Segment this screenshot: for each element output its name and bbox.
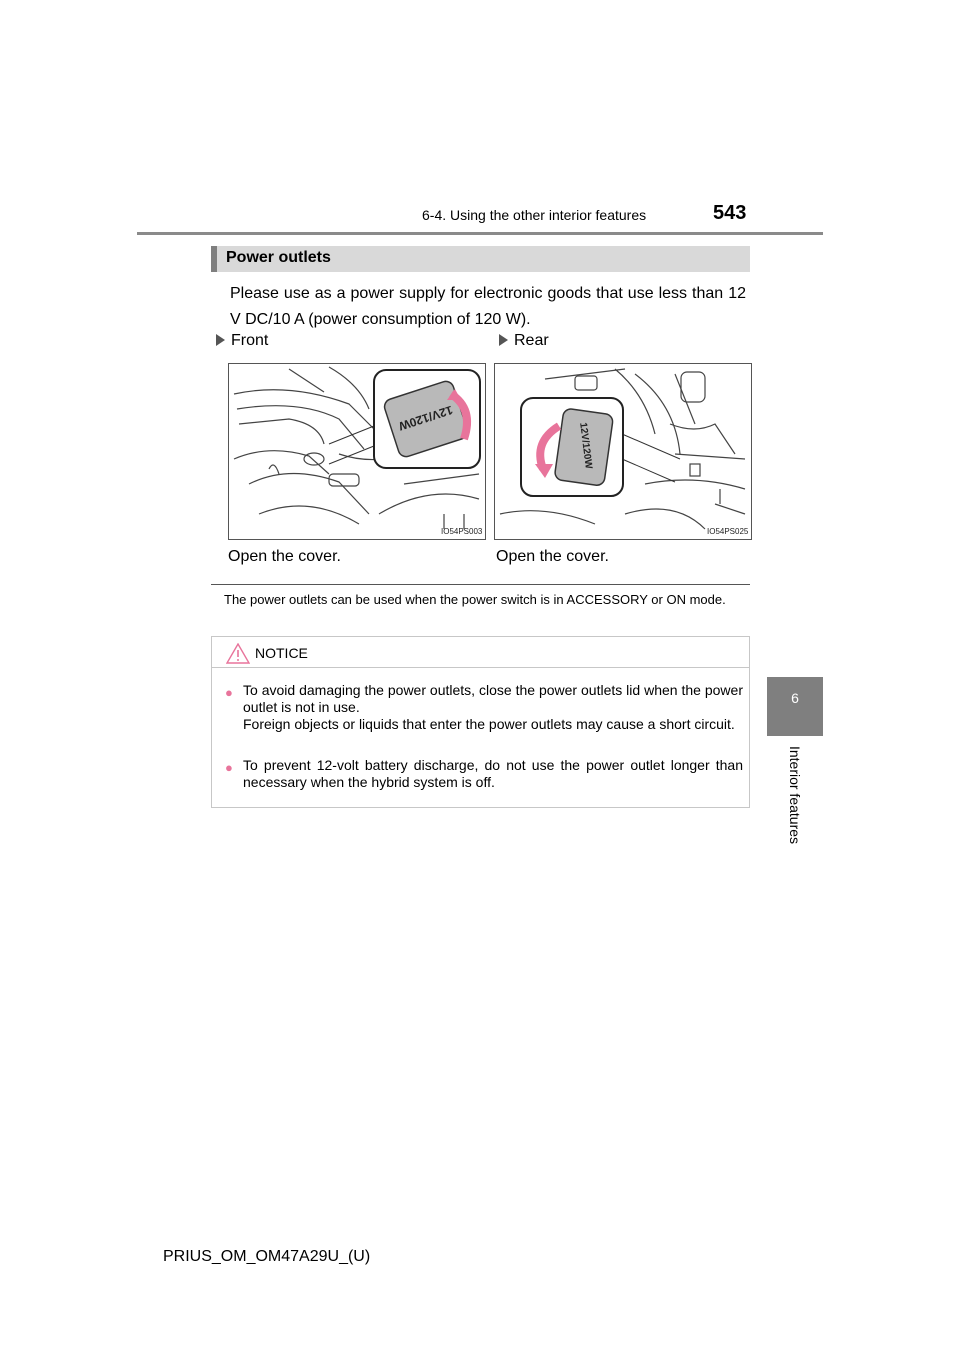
- figure-code: IO54PS025: [707, 527, 749, 536]
- notice-item: [225, 682, 743, 733]
- triangle-bullet-icon: [499, 334, 508, 346]
- page-number: 543: [713, 202, 747, 224]
- header-rule: [137, 232, 823, 235]
- triangle-bullet-icon: [216, 334, 225, 346]
- section-title: Power outlets: [226, 249, 331, 266]
- bullet-dot-icon: ●: [225, 760, 233, 775]
- chapter-title: Interior features: [787, 745, 803, 845]
- rear-label: [499, 332, 549, 350]
- cover-marking: 12V/120W: [577, 421, 594, 470]
- header-section-title: 6-4. Using the other interior features: [422, 207, 647, 223]
- front-console-drawing: [229, 364, 485, 539]
- chapter-tab: [767, 677, 823, 736]
- notice-item-text: To avoid damaging the power outlets, close the power outlets lid when the power outlet is not in use. Foreign objects or liquids that enter the power outlets may cause a short circuit.: [243, 682, 743, 732]
- notice-header: [212, 637, 749, 668]
- front-label-text: Front: [231, 332, 269, 349]
- front-caption: Open the cover.: [228, 548, 341, 565]
- bullet-dot-icon: ●: [225, 685, 233, 700]
- usage-note: The power outlets can be used when the power switch is in ACCESSORY or ON mode.: [224, 592, 726, 607]
- notice-title: NOTICE: [255, 645, 308, 661]
- notice-item: [225, 757, 743, 791]
- figure-code: IO54PS003: [441, 527, 483, 536]
- front-outlet-illustration: [228, 363, 486, 540]
- cover-marking: 12V/120W: [396, 402, 455, 434]
- section-divider: [211, 584, 750, 585]
- document-code: PRIUS_OM_OM47A29U_(U): [163, 1248, 371, 1265]
- rear-outlet-illustration: [494, 363, 752, 540]
- warning-triangle-icon: [226, 643, 250, 664]
- rear-caption: Open the cover.: [496, 548, 609, 565]
- rear-console-drawing: [495, 364, 751, 539]
- section-accent: [211, 246, 217, 272]
- intro-text: Please use as a power supply for electronic goods that use less than 12 V DC/10 A (power consumption of 120 W).: [230, 285, 746, 328]
- front-label: [216, 332, 268, 350]
- section-heading-bar: [211, 246, 750, 272]
- notice-item-text: To prevent 12-volt battery discharge, do not use the power outlet longer than necessary when the hybrid system is off.: [243, 757, 743, 790]
- chapter-number: 6: [791, 690, 799, 706]
- rear-label-text: Rear: [514, 332, 549, 349]
- notice-box: [211, 636, 750, 808]
